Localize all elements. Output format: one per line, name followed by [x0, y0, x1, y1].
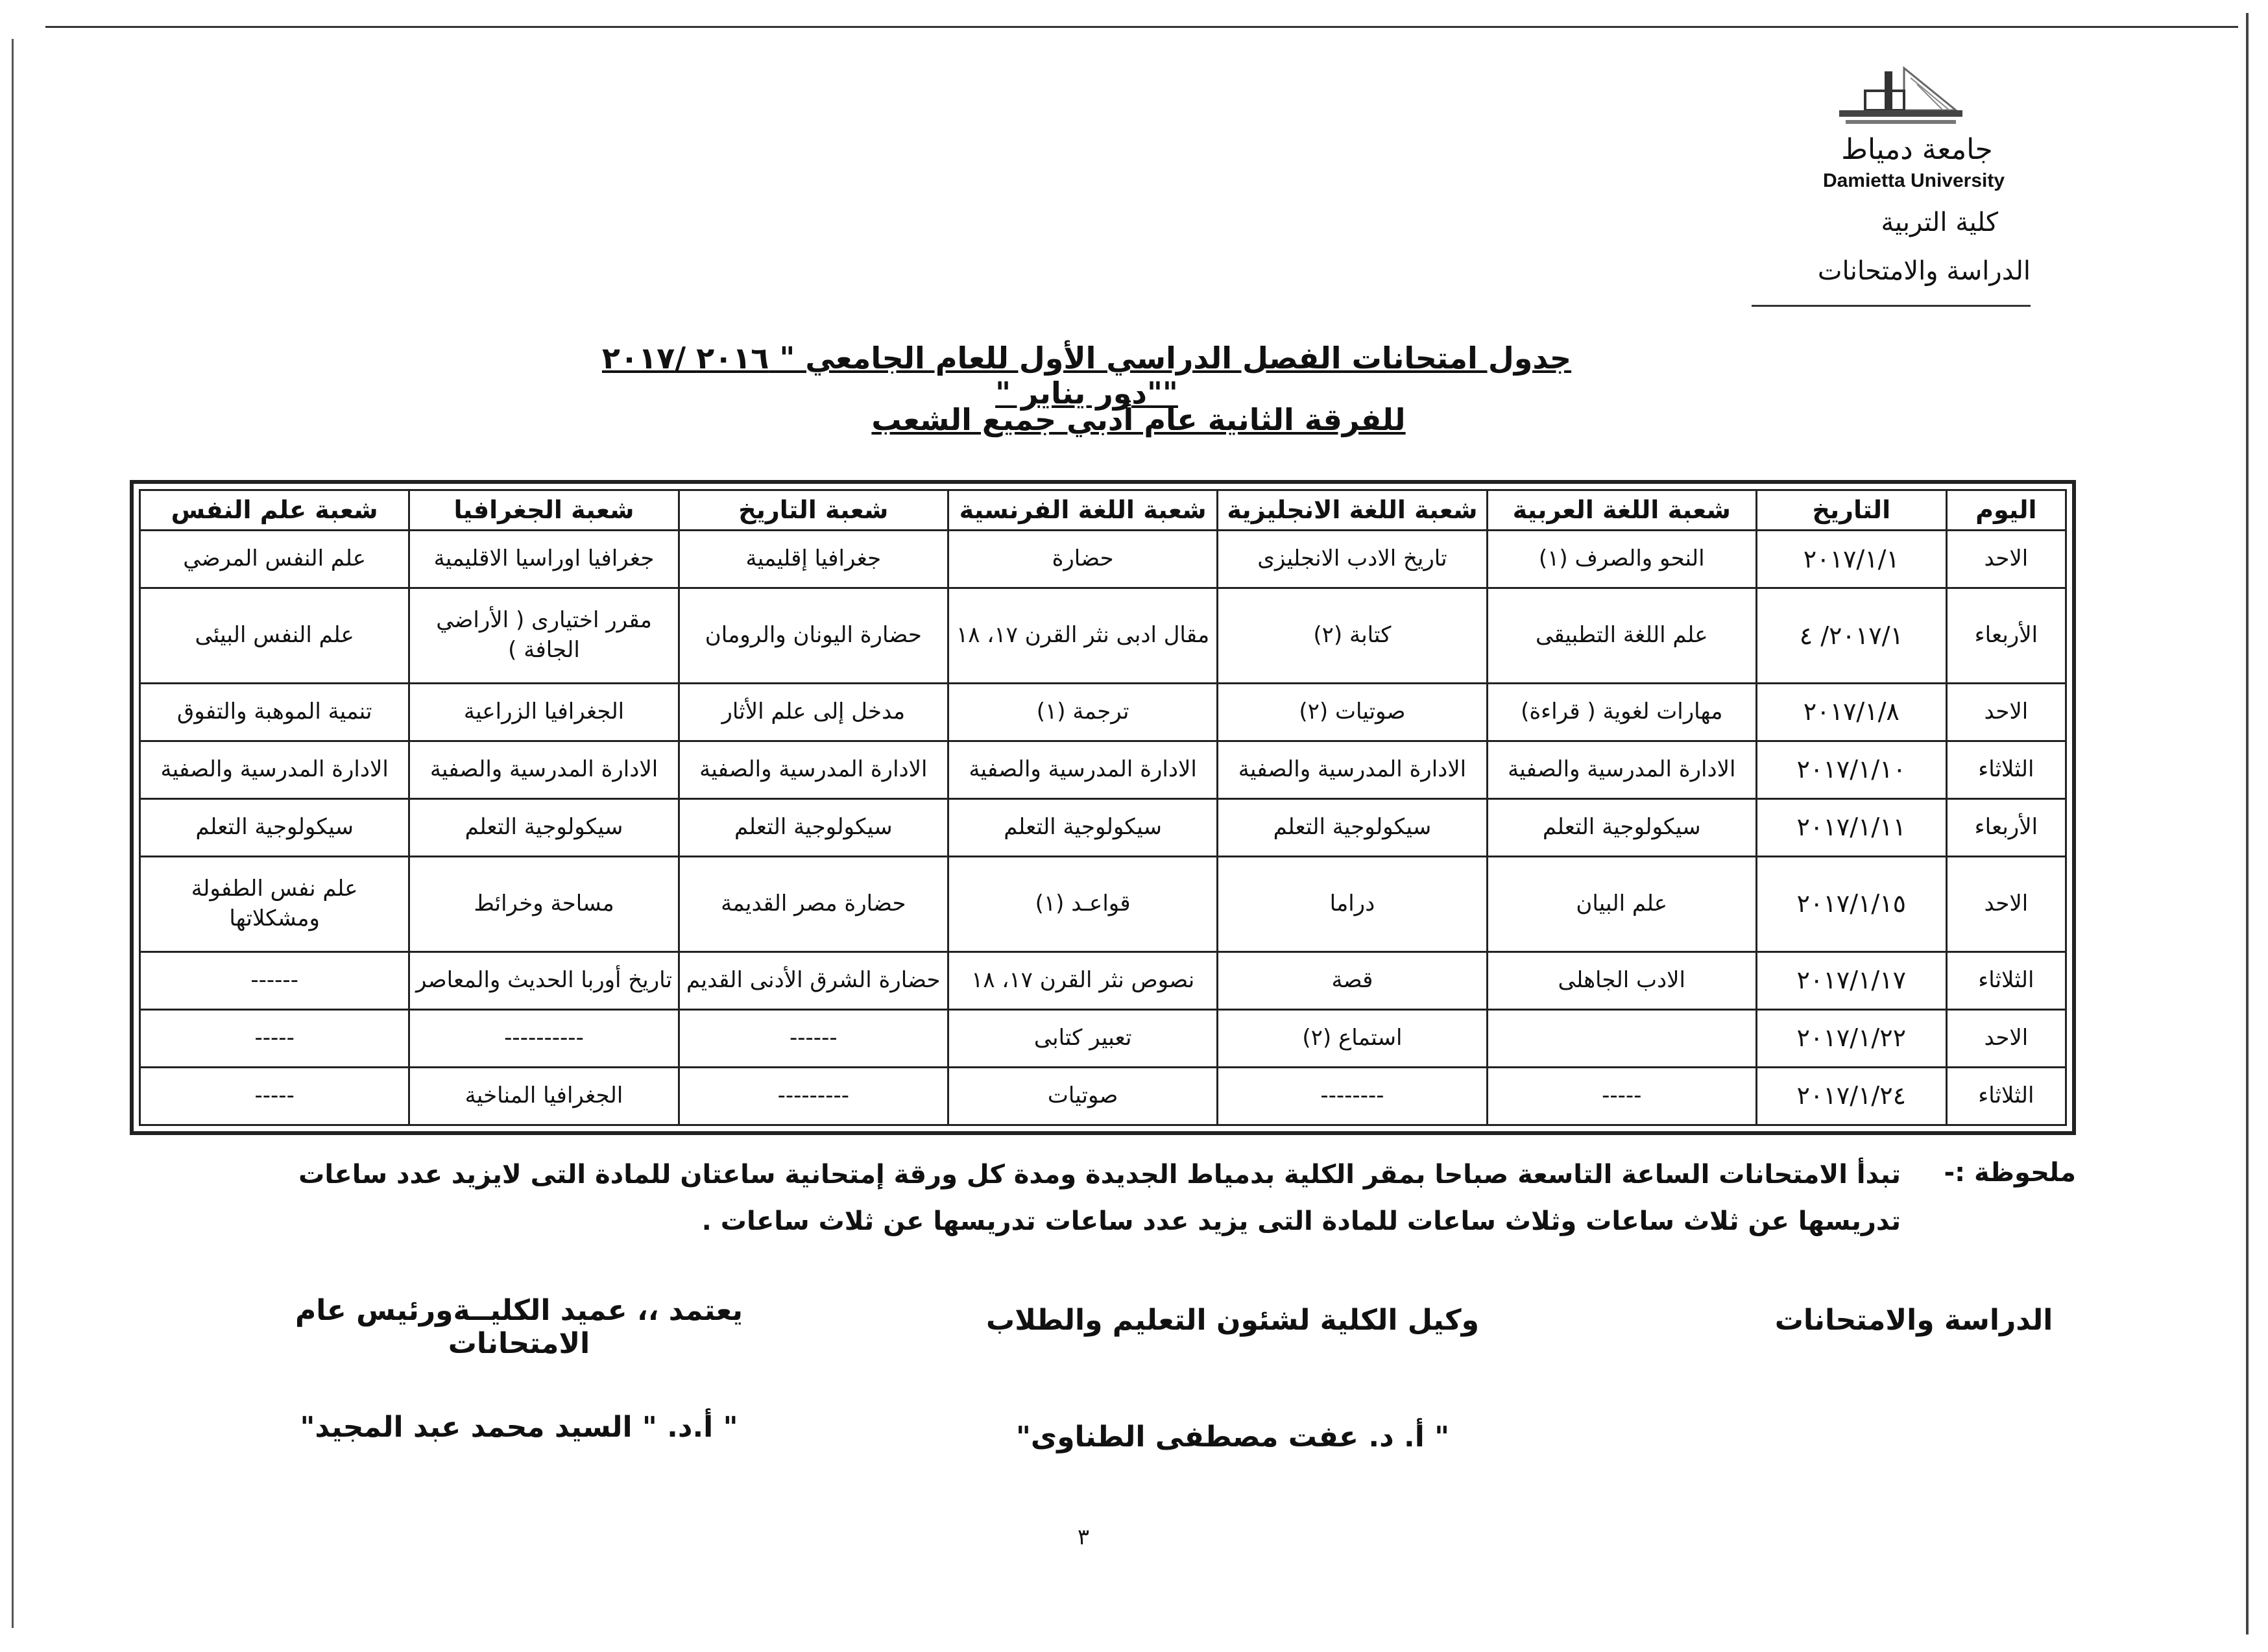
- header-arabic: شعبة اللغة العربية: [1487, 490, 1756, 531]
- table-cell: جغرافيا إقليمية: [679, 531, 948, 588]
- table-cell: الادارة المدرسية والصفية: [679, 741, 948, 799]
- page-number: ٣: [1077, 1524, 1090, 1550]
- department-name: الدراسة والامتحانات: [1817, 256, 2031, 286]
- cell-day: الثلاثاء: [1946, 952, 2066, 1009]
- cell-date: ٢٠١٧/١/١٠: [1756, 741, 1946, 799]
- table-row: [140, 588, 2066, 684]
- cell-day: الاحد: [1946, 1009, 2066, 1067]
- table-cell: صوتيات (٢): [1218, 684, 1487, 741]
- document-title: جدول امتحانات الفصل الدراسي الأول للعام الجامعي " ٢٠١٦ /٢٠١٧ ""دور يناير ": [601, 341, 1572, 411]
- header-history: شعبة التاريخ: [679, 490, 948, 531]
- table-cell: دراما: [1218, 857, 1487, 952]
- exam-schedule-table: [139, 489, 2067, 1126]
- table-cell: الادارة المدرسية والصفية: [140, 741, 409, 799]
- table-cell: تاريخ الادب الانجليزى: [1218, 531, 1487, 588]
- table-cell: استماع (٢): [1218, 1009, 1487, 1067]
- table-cell: مساحة وخرائط: [409, 857, 679, 952]
- table-cell: سيكولوجية التعلم: [948, 799, 1217, 857]
- cell-date: ٢٠١٧/١/ ٤: [1756, 588, 1946, 684]
- vice-dean-name: " أ. د. عفت مصطفى الطناوى": [1015, 1420, 1450, 1454]
- header-geography: شعبة الجغرافيا: [409, 490, 679, 531]
- table-cell: حضارة اليونان والرومان: [679, 588, 948, 684]
- table-row: [140, 1009, 2066, 1067]
- table-cell: سيكولوجية التعلم: [1218, 799, 1487, 857]
- university-logo-icon: [1826, 65, 1969, 136]
- table-row: [140, 799, 2066, 857]
- cell-day: الاحد: [1946, 531, 2066, 588]
- table-cell: الادارة المدرسية والصفية: [409, 741, 679, 799]
- faculty-name: كلية التربية: [1881, 208, 1998, 237]
- table-row: [140, 952, 2066, 1009]
- table-cell: نصوص نثر القرن ١٧، ١٨: [948, 952, 1217, 1009]
- table-row: [140, 531, 2066, 588]
- cell-date: ٢٠١٧/١/٢٢: [1756, 1009, 1946, 1067]
- table-header-row: [140, 490, 2066, 531]
- header-english: شعبة اللغة الانجليزية: [1218, 490, 1487, 531]
- table-cell: النحو والصرف (١): [1487, 531, 1756, 588]
- table-cell: علم البيان: [1487, 857, 1756, 952]
- note-label: ملحوظة :-: [1944, 1158, 2076, 1188]
- university-name-english: Damietta University: [1822, 170, 2005, 191]
- schedule-table-frame: [130, 480, 2076, 1135]
- table-cell: تاريخ أوربا الحديث والمعاصر: [409, 952, 679, 1009]
- cell-day: الأربعاء: [1946, 799, 2066, 857]
- header-divider: [1752, 305, 2031, 307]
- table-row: [140, 1067, 2066, 1125]
- table-cell: الادارة المدرسية والصفية: [948, 741, 1217, 799]
- cell-day: الاحد: [1946, 857, 2066, 952]
- table-cell: [1487, 1009, 1756, 1067]
- table-cell: سيكولوجية التعلم: [1487, 799, 1756, 857]
- signature-dean: يعتمد ،، عميد الكليــةورئيس عام الامتحانات: [295, 1294, 743, 1360]
- table-cell: حضارة: [948, 531, 1217, 588]
- cell-date: ٢٠١٧/١/١: [1756, 531, 1946, 588]
- table-cell: --------: [1218, 1067, 1487, 1125]
- header-french: شعبة اللغة الفرنسية: [948, 490, 1217, 531]
- page-border-right: [2246, 13, 2249, 1634]
- header-day: اليوم: [1946, 490, 2066, 531]
- table-cell: مقال ادبى نثر القرن ١٧، ١٨: [948, 588, 1217, 684]
- table-cell: مقرر اختيارى ( الأراضي الجافة ): [409, 588, 679, 684]
- table-cell: علم اللغة التطبيقى: [1487, 588, 1756, 684]
- table-cell: -----: [140, 1067, 409, 1125]
- table-cell: سيكولوجية التعلم: [409, 799, 679, 857]
- table-cell: الجغرافيا الزراعية: [409, 684, 679, 741]
- table-cell: الادارة المدرسية والصفية: [1487, 741, 1756, 799]
- page-border-left: [12, 39, 14, 1628]
- table-cell: مدخل إلى علم الأثار: [679, 684, 948, 741]
- table-cell: قصة: [1218, 952, 1487, 1009]
- table-cell: الادارة المدرسية والصفية: [1218, 741, 1487, 799]
- table-cell: -----: [1487, 1067, 1756, 1125]
- dean-name: " أ.د. " السيد محمد عبد المجيد": [300, 1411, 738, 1444]
- cell-date: ٢٠١٧/١/٨: [1756, 684, 1946, 741]
- table-cell: الادب الجاهلى: [1487, 952, 1756, 1009]
- note-text: تبدأ الامتحانات الساعة التاسعة صباحا بمقر الكلية بدمياط الجديدة ومدة كل ورقة إمتحانية ساعتان للمادة التى لايزيد عدد ساعات تدريسها عن ثلاث ساعات وثلاث ساعات للمادة التى يزيد عدد ساعات تدريسها عن ثلاث ساعات .: [298, 1160, 1901, 1236]
- page-border-top: [45, 26, 2238, 28]
- table-cell: تعبير كتابى: [948, 1009, 1217, 1067]
- table-cell: ------: [679, 1009, 948, 1067]
- table-cell: -----: [140, 1009, 409, 1067]
- table-row: [140, 857, 2066, 952]
- signature-vice-dean: وكيل الكلية لشئون التعليم والطلاب: [986, 1304, 1479, 1337]
- cell-day: الاحد: [1946, 684, 2066, 741]
- table-row: [140, 684, 2066, 741]
- table-cell: حضارة الشرق الأدنى القديم: [679, 952, 948, 1009]
- table-cell: حضارة مصر القديمة: [679, 857, 948, 952]
- table-cell: علم النفس المرضي: [140, 531, 409, 588]
- table-cell: مهارات لغوية ( قراءة): [1487, 684, 1756, 741]
- cell-day: الثلاثاء: [1946, 1067, 2066, 1125]
- table-cell: سيكولوجية التعلم: [140, 799, 409, 857]
- table-row: [140, 741, 2066, 799]
- document-subtitle: للفرقة الثانية عام أدبي جميع الشعب: [871, 402, 1406, 437]
- table-cell: تنمية الموهبة والتفوق: [140, 684, 409, 741]
- cell-date: ٢٠١٧/١/١١: [1756, 799, 1946, 857]
- table-cell: كتابة (٢): [1218, 588, 1487, 684]
- table-cell: ---------: [679, 1067, 948, 1125]
- cell-day: الثلاثاء: [1946, 741, 2066, 799]
- signature-department: الدراسة والامتحانات: [1774, 1304, 2053, 1337]
- table-cell: ترجمة (١): [948, 684, 1217, 741]
- table-cell: صوتيات: [948, 1067, 1217, 1125]
- header-psychology: شعبة علم النفس: [140, 490, 409, 531]
- header-date: التاريخ: [1756, 490, 1946, 531]
- table-cell: علم النفس البيئى: [140, 588, 409, 684]
- table-cell: سيكولوجية التعلم: [679, 799, 948, 857]
- cell-date: ٢٠١٧/١/١٥: [1756, 857, 1946, 952]
- cell-date: ٢٠١٧/١/٢٤: [1756, 1067, 1946, 1125]
- table-cell: ------: [140, 952, 409, 1009]
- table-cell: علم نفس الطفولة ومشكلاتها: [140, 857, 409, 952]
- table-cell: الجغرافيا المناخية: [409, 1067, 679, 1125]
- cell-date: ٢٠١٧/١/١٧: [1756, 952, 1946, 1009]
- table-cell: قواعـد (١): [948, 857, 1217, 952]
- table-cell: جغرافيا اوراسيا الاقليمية: [409, 531, 679, 588]
- cell-day: الأربعاء: [1946, 588, 2066, 684]
- table-cell: ----------: [409, 1009, 679, 1067]
- university-name-arabic: جامعة دمياط: [1841, 133, 1993, 166]
